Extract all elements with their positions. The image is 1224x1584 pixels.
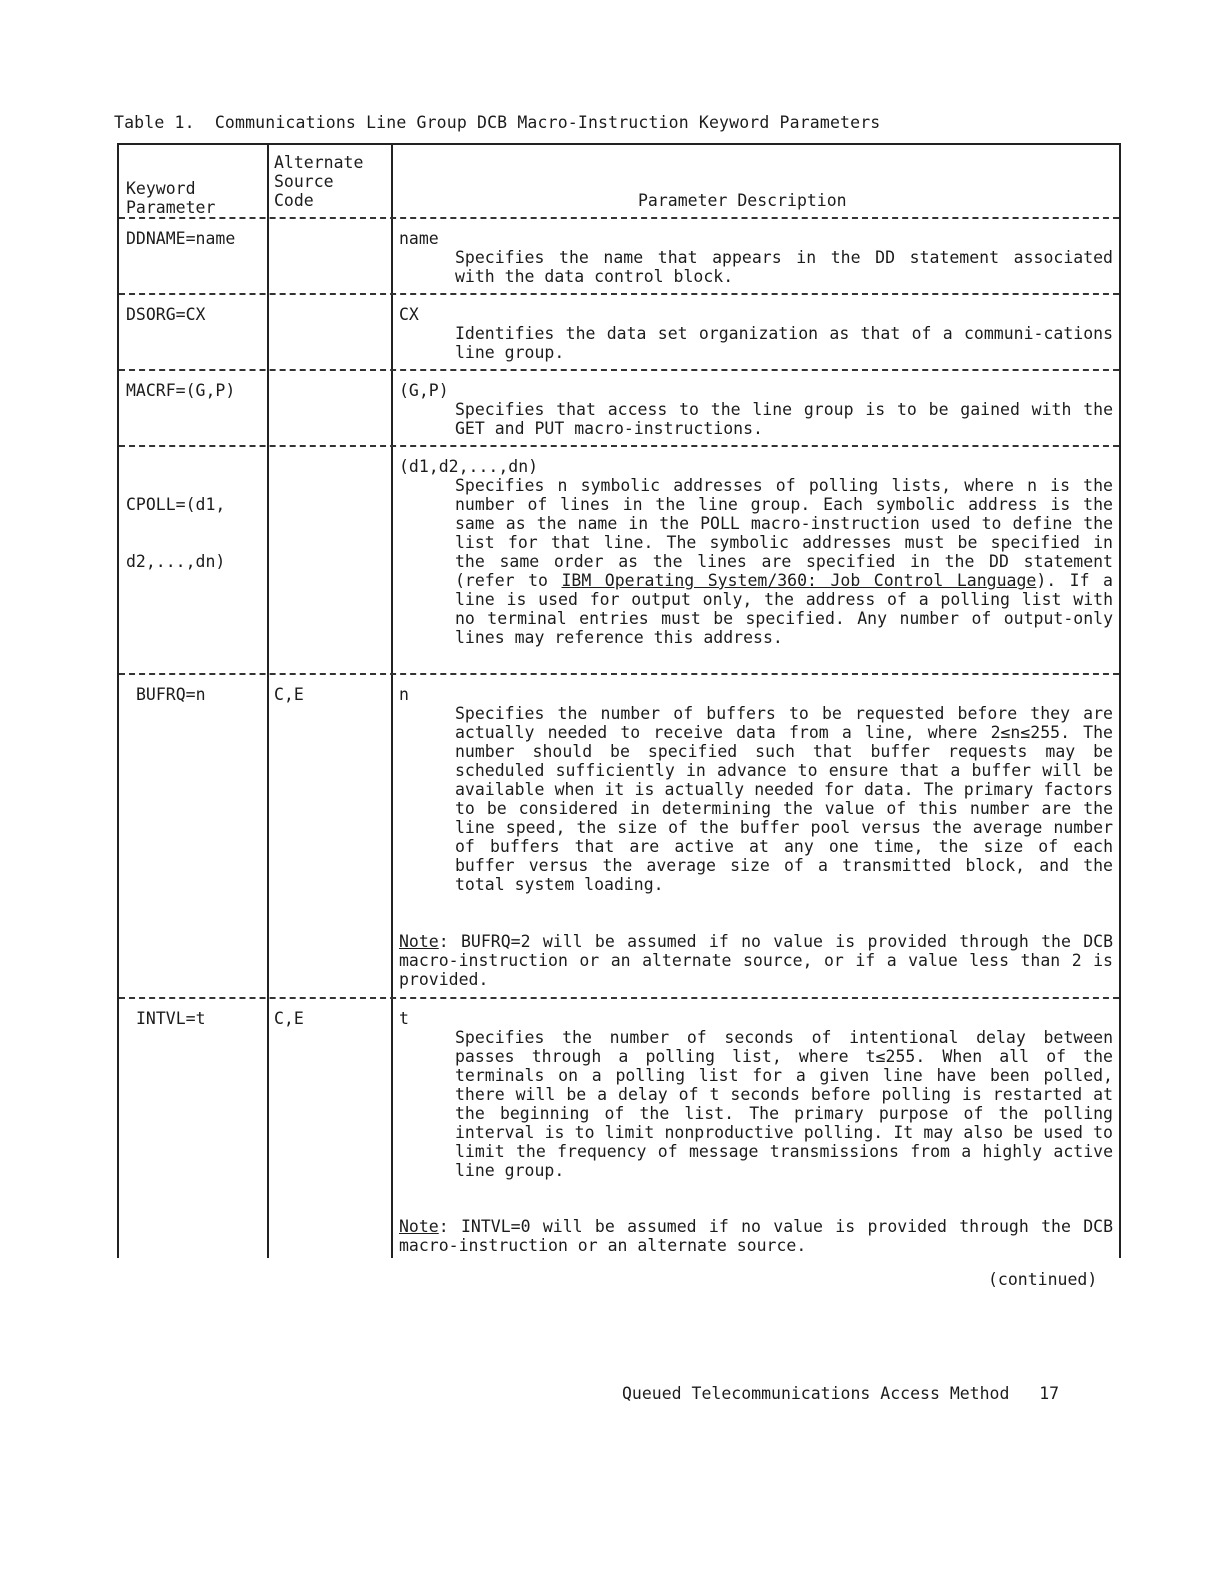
row-dsorg-value: CX [399, 305, 419, 324]
row-cpoll-description [455, 476, 1113, 647]
row-separator [119, 673, 1119, 675]
row-macrf-value: (G,P) [399, 381, 449, 400]
note-label: Note [399, 1217, 439, 1236]
row-bufrq-value: n [399, 685, 409, 704]
row-intvl-description: Specifies the number of seconds of intentional delay between passes through a polling list, where t≤255. When all of the terminals on a polling list for a given line have been polled, there will be a delay of t seconds before polling is restarted at the beginning of the list. The primary purpose of the polling interval is to limit nonproductive polling. It may also be used to limit the frequency of message transmissions from a highly active line group. [455, 1028, 1113, 1180]
row-intvl-keyword: INTVL=t [136, 1009, 206, 1028]
header-keyword [126, 179, 215, 217]
header-alt-line3: Code [274, 191, 314, 210]
row-bufrq-description: Specifies the number of buffers to be requested before they are actually needed to receive data from a line, where 2≤n≤255. The number should be specified such that buffer requests may be scheduled sufficiently in advance to ensure that a buffer will be available when it is actually needed for data. The primary factors to be considered in determining the value of this number are the line speed, the size of the buffer pool versus the average number of buffers that are active at any one time, the size of each buffer versus the average size of a transmitted block, and the total system loading. [455, 704, 1113, 894]
row-separator [119, 445, 1119, 447]
parameter-table [117, 143, 1121, 1258]
row-macrf-keyword: MACRF=(G,P) [126, 381, 236, 400]
row-cpoll-keyword-line1: CPOLL=(d1, [126, 495, 226, 514]
row-cpoll-desc-part1: Specifies n symbolic addresses of polling lists, where n is the number of lines in the line group. Each symbolic address is the same as the name in the POLL macro-instruction used to define the list for that line. The symbolic addresses must be specified in the same order as the lines are specified in the DD statement (refer to [455, 476, 1113, 590]
row-bufrq-alt-code: C,E [274, 685, 304, 704]
header-alt-line2: Source [274, 172, 334, 191]
row-dsorg-keyword: DSORG=CX [126, 305, 206, 324]
header-alt-line1: Alternate [274, 153, 364, 172]
footer-title: Queued Telecommunications Access Method [622, 1384, 1010, 1403]
row-ddname-description: Specifies the name that appears in the DD statement associated with the data control block. [455, 248, 1113, 286]
row-intvl-alt-code: C,E [274, 1009, 304, 1028]
row-dsorg-description: Identifies the data set organization as that of a communi-cations line group. [455, 324, 1113, 362]
row-bufrq-keyword: BUFRQ=n [136, 685, 206, 704]
row-cpoll-keyword-line2: d2,...,dn) [126, 552, 226, 571]
row-ddname-value: name [399, 229, 439, 248]
row-bufrq-note-text: : BUFRQ=2 will be assumed if no value is provided through the DCB macro-instruction or an alternate source, or if a value less than 2 is provided. [399, 932, 1113, 989]
column-divider-1 [267, 145, 269, 1258]
continued-label: (continued) [988, 1270, 1098, 1289]
table-caption: Table 1. Communications Line Group DCB Macro-Instruction Keyword Parameters [114, 113, 881, 132]
note-label: Note [399, 932, 439, 951]
row-separator [119, 369, 1119, 371]
header-keyword-line2: Parameter [126, 198, 216, 217]
row-bufrq-note [399, 932, 1113, 989]
row-intvl-note [399, 1217, 1113, 1255]
jcl-reference-link: IBM Operating System/360: Job Control Language [561, 571, 1037, 590]
header-separator [119, 217, 1119, 219]
row-intvl-note-text: : INTVL=0 will be assumed if no value is provided through the DCB macro-instruction or an alternate source. [399, 1217, 1113, 1255]
header-alternate-source-code [274, 153, 363, 210]
header-keyword-line1: Keyword [126, 179, 196, 198]
row-cpoll-desc-part2: ). If a line is used for output only, the address of a polling list with no terminal entries must be specified. Any number of output-only lines may reference this address. [455, 571, 1113, 647]
row-intvl-value: t [399, 1009, 409, 1028]
page-number: 17 [1039, 1384, 1060, 1403]
column-divider-2 [391, 145, 393, 1258]
page-footer [622, 1384, 1059, 1403]
header-parameter-description: Parameter Description [638, 191, 847, 210]
row-separator [119, 293, 1119, 295]
row-ddname-keyword: DDNAME=name [126, 229, 236, 248]
row-cpoll-keyword [126, 457, 225, 609]
row-macrf-description: Specifies that access to the line group is to be gained with the GET and PUT macro-instructions. [455, 400, 1113, 438]
row-cpoll-value: (d1,d2,...,dn) [399, 457, 539, 476]
row-separator [119, 997, 1119, 999]
